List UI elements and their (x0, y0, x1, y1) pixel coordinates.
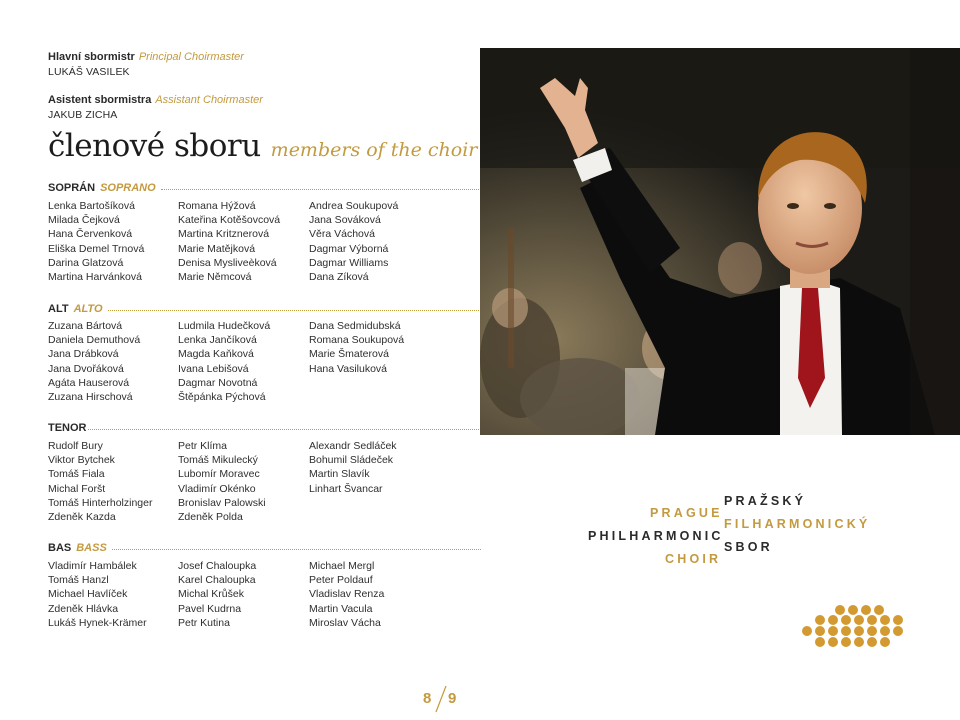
member: Bronislav Palowski (178, 496, 266, 509)
assistant-choirmaster (48, 90, 263, 121)
member: Ivana Lebišová (178, 362, 249, 375)
section-divider (88, 429, 481, 430)
soprano-col-1 (48, 199, 144, 284)
bass-col-2 (178, 559, 256, 630)
page-title (48, 128, 477, 164)
principal-label-en: Principal Choirmaster (138, 51, 244, 63)
section-divider (108, 310, 481, 311)
member: Rudolf Bury (48, 440, 103, 452)
member: Agáta Hauserová (48, 376, 130, 389)
member: Kateřina Kotěšovcová (178, 214, 281, 227)
section-header-tenor (48, 422, 481, 434)
title-cz: členové sboru (48, 128, 261, 164)
tenor-col-2 (178, 439, 266, 524)
member: Hana Vasiluková (309, 362, 388, 375)
conductor-photo-illustration (480, 48, 960, 435)
principal-name: LUKÁŠ VASILEK (48, 66, 130, 78)
alto-col-3 (309, 319, 404, 376)
logo-dots-icon (798, 604, 910, 652)
logo-en-philharmonic: PHILHARMONIC (588, 529, 724, 543)
member: Zdeněk Polda (178, 511, 243, 524)
section-divider (112, 549, 481, 550)
member: Zuzana Hirschová (48, 391, 133, 404)
member: Denisa Mysliveèková (178, 256, 277, 269)
tenor-col-1 (48, 439, 152, 524)
principal-label-cz: Hlavní sbormistr (48, 51, 135, 63)
assistant-name: JAKUB ZICHA (48, 109, 118, 121)
member: Darina Glatzová (48, 256, 124, 269)
assistant-label-cz: Asistent sbormistra (48, 94, 152, 106)
member: Miroslav Vácha (309, 616, 381, 629)
tenor-col-3 (309, 439, 397, 496)
member: Vladislav Renza (309, 588, 385, 601)
member: Petr Klíma (178, 440, 228, 452)
member: Michael Havlíček (48, 588, 128, 601)
member: Tomáš Hanzl (48, 574, 109, 587)
member: Michal Foršt (48, 482, 106, 495)
member: Vladimír Okénko (178, 482, 256, 495)
soprano-col-3 (309, 199, 398, 284)
member: Marie Matějková (178, 242, 256, 255)
member: Peter Poldauf (309, 574, 373, 587)
logo-cz-prazsky: PRAŽSKÝ (724, 494, 807, 508)
member: Vladimír Hambálek (48, 560, 137, 572)
member: Věra Váchová (309, 228, 375, 241)
alto-label-cz: ALT (48, 303, 69, 315)
member: Štěpánka Pýchová (178, 391, 266, 404)
member: Pavel Kudrna (178, 602, 242, 615)
assistant-label-en: Assistant Choirmaster (155, 94, 263, 106)
soprano-label-en: SOPRANO (100, 182, 156, 194)
member: Romana Hýžová (178, 200, 256, 212)
member: Milada Čejková (48, 214, 120, 227)
member: Michal Krůšek (178, 588, 244, 601)
principal-choirmaster (48, 47, 244, 78)
section-header-soprano (48, 182, 481, 194)
member: Martin Slavík (309, 468, 370, 481)
member: Magda Kaňková (178, 348, 254, 361)
member: Dagmar Výborná (309, 242, 389, 255)
bass-col-3 (309, 559, 384, 630)
conductor-photo (480, 48, 960, 435)
bass-label-en: BASS (76, 542, 107, 554)
member: Marie Němcová (178, 271, 252, 284)
member: Viktor Bytchek (48, 454, 115, 467)
page-number-left: 8 (423, 690, 432, 707)
section-header-alto (48, 303, 481, 315)
member: Ludmila Hudečková (178, 320, 271, 332)
page-number-right: 9 (448, 690, 457, 707)
member: Linhart Švancar (309, 482, 383, 495)
member: Lenka Bartošíková (48, 200, 135, 212)
section-divider (161, 189, 481, 190)
member: Martina Kritznerová (178, 228, 270, 241)
member: Lukáš Hynek-Krämer (48, 616, 147, 629)
alto-col-1 (48, 319, 140, 404)
alto-col-2 (178, 319, 270, 404)
member: Jana Sováková (309, 214, 381, 227)
soprano-label-cz: SOPRÁN (48, 182, 96, 194)
member: Daniela Demuthová (48, 334, 141, 347)
section-header-bass (48, 542, 481, 554)
logo-cz-sbor: SBOR (724, 540, 773, 554)
member: Martin Vacula (309, 602, 373, 615)
soprano-col-2 (178, 199, 280, 284)
member: Bohumil Sládeček (309, 454, 394, 467)
member: Dana Sedmidubská (309, 320, 401, 332)
member: Dana Zíková (309, 271, 369, 284)
member: Andrea Soukupová (309, 200, 399, 212)
logo-en-prague: PRAGUE (650, 506, 723, 520)
member: Zdeněk Hlávka (48, 602, 119, 615)
page-slash (434, 684, 448, 714)
member: Zuzana Bártová (48, 320, 123, 332)
member: Tomáš Mikulecký (178, 454, 258, 467)
member: Tomáš Fiala (48, 468, 105, 481)
member: Eliška Demel Trnová (48, 242, 145, 255)
member: Dagmar Williams (309, 256, 389, 269)
tenor-label-cz: TENOR (48, 422, 87, 434)
member: Josef Chaloupka (178, 560, 257, 572)
logo-en-choir: CHOIR (665, 552, 722, 566)
member: Alexandr Sedláček (309, 440, 397, 452)
member: Hana Červenková (48, 228, 133, 241)
member: Tomáš Hinterholzinger (48, 496, 153, 509)
member: Jana Dvořáková (48, 362, 124, 375)
bass-col-1 (48, 559, 147, 630)
member: Zdeněk Kazda (48, 511, 116, 524)
member: Jana Drábková (48, 348, 119, 361)
member: Petr Kutina (178, 616, 230, 629)
member: Martina Harvánková (48, 271, 142, 284)
member: Lubomír Moravec (178, 468, 260, 481)
member: Karel Chaloupka (178, 574, 256, 587)
logo-cz-filharmonicky: FILHARMONICKÝ (724, 517, 871, 531)
member: Dagmar Novotná (178, 376, 258, 389)
alto-label-en: ALTO (73, 303, 103, 315)
title-en: members of the choir (270, 139, 478, 161)
member: Marie Šmaterová (309, 348, 389, 361)
member: Michael Mergl (309, 560, 375, 572)
member: Romana Soukupová (309, 334, 405, 347)
member: Lenka Jančíková (178, 334, 257, 347)
bass-label-cz: BAS (48, 542, 72, 554)
